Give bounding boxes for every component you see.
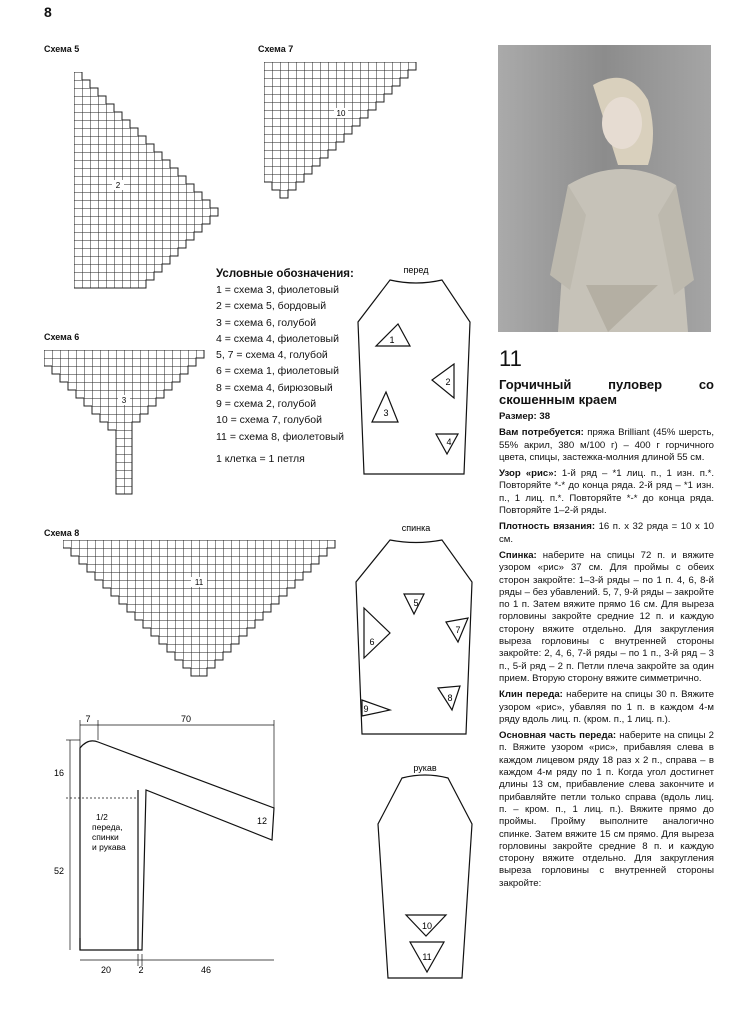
dim-bottom-mid: 2 [138, 965, 144, 975]
dim-left-lower: 52 [53, 866, 65, 876]
materials-text: пряжа Brilliant (45% шерсть, 55% акрил, 380 м/100 г) – 400 г горчичного цвета, спицы, застежка-молния длиной 55 см. [499, 427, 714, 463]
scheme-8-grid [63, 540, 343, 680]
pattern-note: и рукава [92, 842, 126, 852]
legend-item: 6 = схема 1, фиолетовый [216, 365, 339, 378]
back-mark: 6 [369, 637, 375, 647]
scheme-8-number: 11 [194, 578, 204, 587]
legend-item: 8 = схема 4, бирюзовый [216, 381, 333, 394]
sleeve-piece-diagram [370, 760, 480, 985]
back-mark: 9 [363, 704, 369, 714]
back-mark: 5 [413, 598, 419, 608]
legend-item: 2 = схема 5, бордовый [216, 300, 327, 313]
legend-item: 10 = схема 7, голубой [216, 414, 322, 427]
legend-item: 9 = схема 2, голубой [216, 398, 317, 411]
back-mark: 8 [447, 693, 453, 703]
wedge-label: Клин переда: [499, 689, 563, 701]
gauge-text: 16 п. х 32 ряда = 10 х 10 см. [499, 521, 714, 545]
legend-note: 1 клетка = 1 петля [216, 452, 305, 465]
pattern-note: спинки [92, 832, 119, 842]
scheme-7-grid [264, 62, 424, 202]
legend-item: 1 = схема 3, фиолетовый [216, 284, 339, 296]
back-piece-diagram [348, 520, 488, 742]
dim-sleeve-end: 12 [256, 816, 268, 826]
front-mark: 1 [389, 335, 395, 345]
page-number: 8 [44, 4, 52, 20]
scheme-5-number: 2 [115, 181, 121, 190]
pattern-note: 1/2 [96, 812, 108, 822]
back-section-label: Спинка: [499, 549, 537, 561]
legend-item: 5, 7 = схема 4, голубой [216, 349, 328, 362]
scheme-5-label: Схема 5 [44, 44, 80, 54]
back-mark: 7 [455, 625, 461, 635]
size-label: Размер: 38 [499, 411, 551, 422]
pattern-outline [48, 710, 284, 980]
front-piece-diagram [350, 262, 480, 482]
scheme-5-grid [74, 72, 224, 292]
sleeve-label: рукав [413, 763, 437, 773]
article [499, 345, 714, 894]
wedge-text: наберите на спицы 30 п. Вяжите узором «рис», убавляя по 1 п. в каждом 4-м ряду вдоль лиц. п. (кром. п., 1 лиц. п.). [499, 689, 714, 725]
sleeve-mark: 11 [422, 952, 432, 962]
dim-bottom-right: 46 [200, 965, 212, 975]
legend-item: 4 = схема 4, фиолетовый [216, 332, 339, 345]
front-mark: 3 [383, 408, 389, 418]
main-part-text: наберите на спицы 2 п. Вяжите узором «рис», прибавляя слева в каждом лицевом ряду 18 раз х 2 п., справа – в каждом 4-м ряду по 1 п. Когда угол достигнет длины 13 см, прибавление слева закончите и прибавляйте петли только справа (вдоль лиц. п. – кром. п., 1 лиц. п.). Вяжите прямо до проймы. Пройму выполните аналогично спинке. Затем вяжите 15 см прямо. Для выреза горловины закройте средние 8 п. и каждую сторону вяжите отдельно. Для закругления выреза горловины с внутренней стороны закройте: [499, 730, 714, 889]
article-number: 11 [499, 346, 522, 371]
dim-left-upper: 16 [53, 768, 65, 778]
back-label: спинка [401, 523, 431, 533]
dim-bottom-left: 20 [100, 965, 112, 975]
front-label: перед [403, 265, 429, 275]
front-mark: 2 [445, 377, 451, 387]
main-part-label: Основная часть переда: [499, 730, 617, 742]
model-photo [498, 45, 711, 332]
legend-item: 3 = схема 6, голубой [216, 316, 317, 329]
gauge-label: Плотность вязания: [499, 521, 596, 533]
scheme-7-number: 10 [336, 109, 346, 118]
back-section-text: наберите на спицы 72 п. и вяжите узором «рис» 37 см. Для проймы с обеих сторон закройте: 1–3-й ряды – по 1 п. 4, 6, 8-й ряды – без убавлений. 5, 7, 9-й ряды – закройте по 1 п. Затем вяжите прямо 16 см. Для выреза горловины закройте средние 12 п. и каждую сторону вяжите отдельно. Для закругления выреза горловины с внутренней стороны закройте: 2, 4, 6, 7-й ряды – по 1 п., 3-й ряд – 3 п., 5-й ряд – 2 п. Петли плеча закройте за один прием. Вторую сторону вяжите симметрично. [499, 549, 715, 684]
scheme-7-label: Схема 7 [258, 44, 294, 54]
pattern-text: 1-й ряд – *1 лиц. п., 1 изн. п.*. Повторяйте *-* до конца ряда. 2-й ряд – *1 изн. п., 1 лиц. п.*. Повторяйте *-* до конца ряда. Повторяйте 1–2-й ряды. [499, 468, 714, 517]
materials-label: Вам потребуется: [499, 427, 584, 439]
legend [216, 267, 356, 467]
front-mark: 4 [446, 437, 452, 447]
scheme-6-number: 3 [121, 396, 127, 405]
scheme-8-label: Схема 8 [44, 528, 80, 538]
legend-item: 11 = схема 8, фиолетовый [216, 430, 344, 443]
scheme-6-grid [44, 350, 210, 510]
pattern-note: переда, [92, 822, 123, 832]
legend-title: Условные обозначения: [216, 268, 354, 280]
pattern-label: Узор «рис»: [499, 468, 557, 480]
sleeve-mark: 10 [421, 921, 433, 931]
dim-top: 70 [180, 714, 192, 724]
article-title: Горчичный пуловер со скошенным краем [499, 377, 714, 407]
dim-top-left: 7 [85, 714, 91, 724]
scheme-6-label: Схема 6 [44, 332, 80, 342]
